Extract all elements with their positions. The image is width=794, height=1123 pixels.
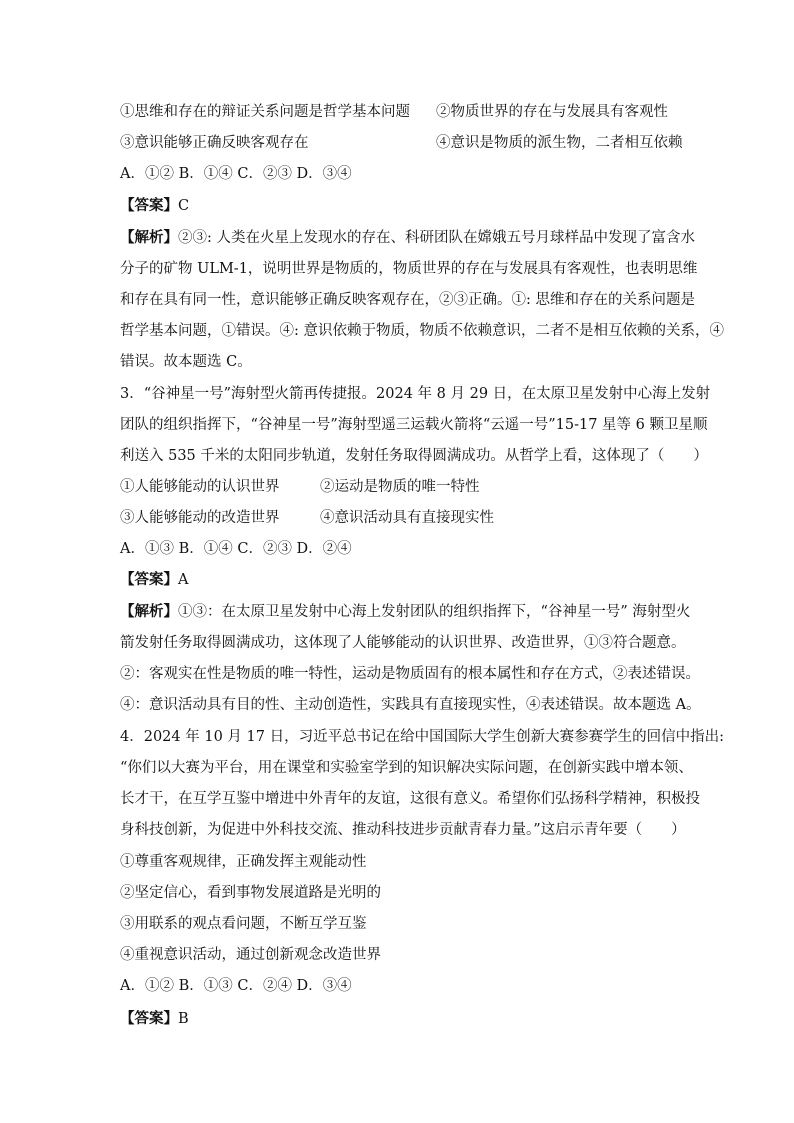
q2-analysis-line-1: [120, 228, 695, 248]
q4-stem-line-3: 长才干，在互学互鉴中增进中外青年的友谊，这很有意义。希望你们弘扬科学精神，积极投: [120, 791, 700, 807]
q4-option-4: ④重视意识活动，通过创新观念改造世界: [120, 947, 381, 963]
q3-answer: [120, 570, 188, 590]
q4-option-1: ①尊重客观规律，正确发挥主观能动性: [120, 854, 367, 870]
q4-choices: A．①② B．①③ C．②④ D．③④: [120, 978, 352, 994]
q4-stem-line-1: 4．2024 年 10 月 17 日，习近平总书记在给中国国际大学生创新大赛参赛学生的回信中指出:: [120, 729, 724, 745]
q2-analysis-line-5: 错误。故本题选 C。: [120, 354, 252, 370]
q3-option-4: ④意识活动具有直接现实性: [320, 510, 494, 526]
q3-option-2: ②运动是物质的唯一特性: [320, 479, 480, 495]
answer-tag: 【答案】: [120, 1010, 178, 1027]
analysis-tag: 【解析】: [120, 229, 178, 246]
analysis-tag: 【解析】: [120, 603, 178, 620]
answer-value: B: [178, 1011, 189, 1027]
q3-analysis-line-1: [120, 602, 690, 622]
q4-answer: [120, 1009, 189, 1029]
q4-stem-line-2: “你们以大赛为平台，用在课堂和实验室学到的知识解决实际问题，在创新实践中增本领、: [120, 760, 693, 776]
q2-analysis-line-2: 分子的矿物 ULM-1，说明世界是物质的，物质世界的存在与发展具有客观性，也表明思维: [120, 261, 698, 277]
q3-analysis-line-2: 箭发射任务取得圆满成功，这体现了人能够能动的认识世界、改造世界，①③符合题意。: [120, 635, 686, 651]
q3-option-3: ③人能够能动的改造世界: [120, 510, 280, 526]
answer-tag: 【答案】: [120, 571, 178, 588]
q2-analysis-line-4: 哲学基本问题，①错误。④: 意识依赖于物质，物质不依赖意识，二者不是相互依赖的关系，④: [120, 323, 724, 339]
q3-option-1: ①人能够能动的认识世界: [120, 479, 280, 495]
q2-option-4: ④意识是物质的派生物，二者相互依赖: [436, 135, 683, 151]
q2-answer: [120, 196, 189, 216]
q3-analysis-line-4: ④：意识活动具有目的性、主动创造性，实践具有直接现实性，④表述错误。故本题选 A。: [120, 697, 701, 713]
q2-option-1: ①思维和存在的辩证关系问题是哲学基本问题: [120, 104, 410, 120]
answer-value: A: [178, 572, 189, 588]
q3-stem-line-3: 利送入 535 千米的太阳同步轨道，发射任务取得圆满成功。从哲学上看，这体现了（ ）: [120, 448, 708, 464]
q4-stem-line-4: 身科技创新，为促进中外科技交流、推动科技进步贡献青春力量。”这启示青年要（ ）: [120, 822, 686, 838]
q4-option-2: ②坚定信心，看到事物发展道路是光明的: [120, 885, 381, 901]
q3-stem-line-1: 3．“谷神星一号”海射型火箭再传捷报。2024 年 8 月 29 日，在太原卫星发射中心海上发射: [120, 386, 711, 402]
answer-tag: 【答案】: [120, 197, 178, 214]
q3-choices: A．①③ B．①④ C．②③ D．②④: [120, 541, 352, 557]
q2-option-3: ③意识能够正确反映客观存在: [120, 135, 309, 151]
analysis-text: ①③：在太原卫星发射中心海上发射团队的组织指挥下，“谷神星一号” 海射型火: [178, 604, 691, 620]
answer-value: C: [178, 198, 190, 214]
q3-analysis-line-3: ②：客观实在性是物质的唯一特性，运动是物质固有的根本属性和存在方式，②表述错误。: [120, 666, 700, 682]
q2-analysis-line-3: 和存在具有同一性，意识能够正确反映客观存在，②③正确。①: 思维和存在的关系问题是: [120, 292, 695, 308]
q3-stem-line-2: 团队的组织指挥下，“谷神星一号”海射型遥三运载火箭将“云遥一号”15-17 星等 6 颗卫星顺: [120, 417, 708, 433]
q4-option-3: ③用联系的观点看问题，不断互学互鉴: [120, 916, 367, 932]
analysis-text: ②③: 人类在火星上发现水的存在、科研团队在嫦娥五号月球样品中发现了富含水: [178, 230, 695, 246]
q2-choices: A．①② B．①④ C．②③ D．③④: [120, 166, 352, 182]
q2-option-2: ②物质世界的存在与发展具有客观性: [436, 104, 668, 120]
